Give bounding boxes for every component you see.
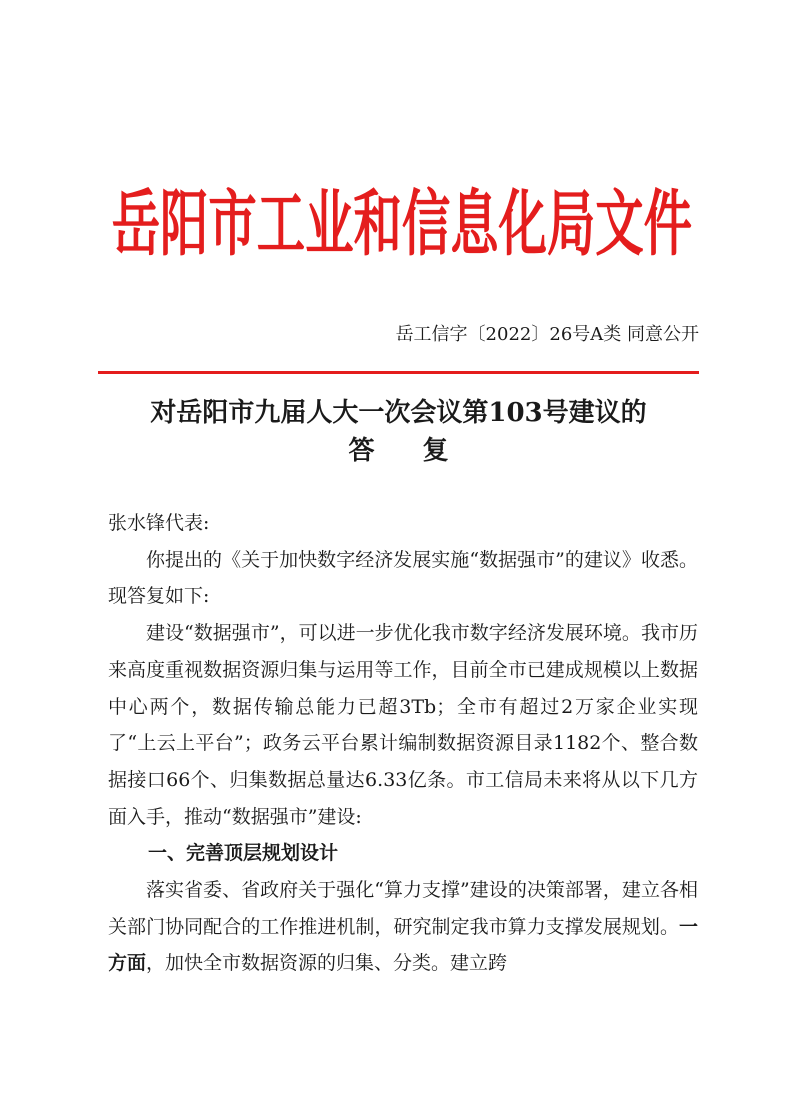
section-heading-1: 一、完善顶层规划设计: [148, 842, 339, 865]
paragraph-overview: 建设“数据强市”，可以进一步优化我市数字经济发展环境。我市历来高度重视数据资源归集与运用等工作，目前全市已建成规模以上数据中心两个，数据传输总能力已超3Tb；全市有超过2万家企业实现了“上云上平台”；政务云平台累计编制数据资源目录1182个、整合数据接口66个、归集数据总量达6.33亿条。市工信局未来将从以下几方面入手，推动“数据强市”建设:: [108, 622, 698, 828]
paragraph-section-1-emphasis: 一方面: [108, 915, 698, 975]
red-divider-line: [98, 371, 699, 374]
agency-header-title: 岳阳市工业和信息化局文件: [111, 183, 693, 267]
paragraph-section-1: [108, 872, 698, 982]
paragraph-section-1-start: 落实省委、省政府关于强化“算力支撑”建设的决策部署，建立各相关部门协同配合的工作推进机制，研究制定我市算力支撑发展规划。: [108, 879, 698, 938]
document-number: 岳工信字〔2022〕26号A类 同意公开: [395, 324, 699, 345]
salutation: 张水锋代表:: [108, 512, 210, 534]
paragraph-section-1-end: ，加快全市数据资源的归集、分类。建立跨: [146, 952, 508, 975]
paragraph-acknowledgement: 你提出的《关于加快数字经济发展实施“数据强市”的建议》收悉。现答复如下:: [108, 548, 698, 608]
reply-title-line2: 答复: [348, 436, 497, 466]
reply-title-line1: 对岳阳市九届人大一次会议第103号建议的: [150, 398, 647, 428]
reply-title: [90, 394, 707, 470]
document-body: [108, 505, 698, 982]
